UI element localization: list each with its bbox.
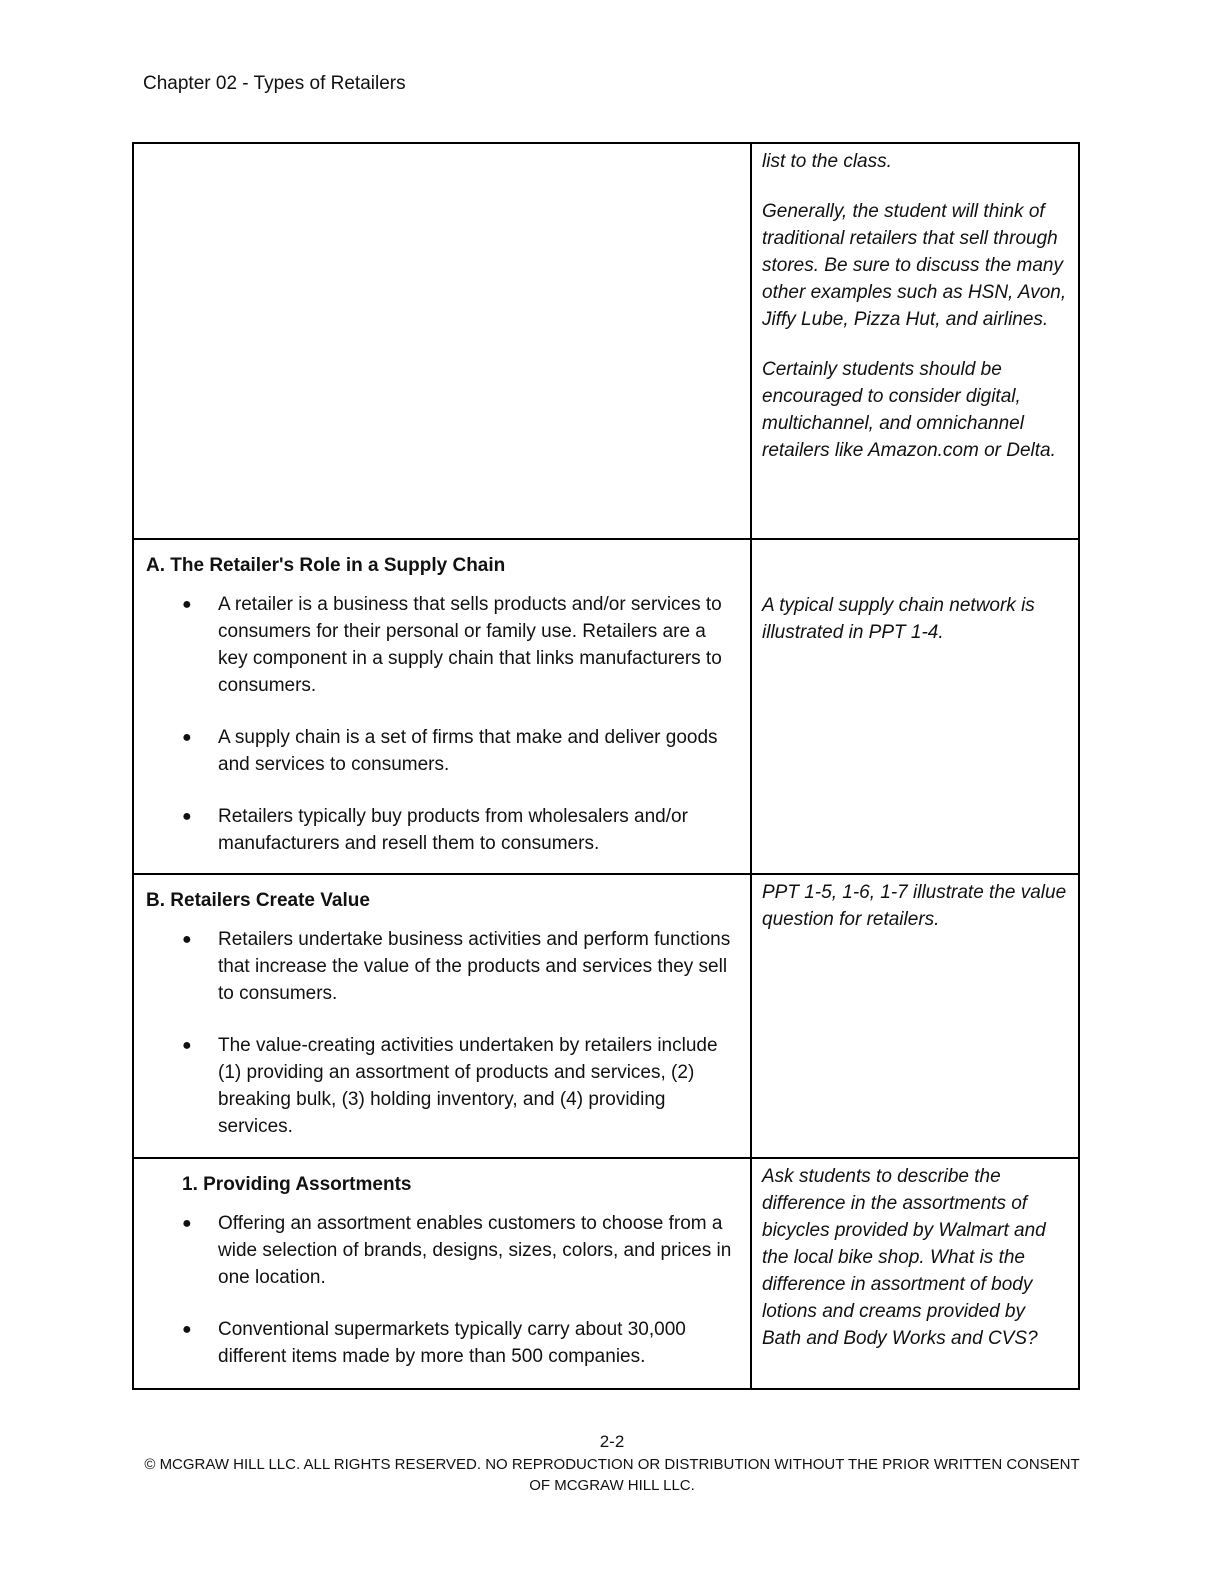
table-row <box>134 144 1078 540</box>
copyright-notice: © MCGRAW HILL LLC. ALL RIGHTS RESERVED. NO REPRODUCTION OR DISTRIBUTION WITHOUT THE PRIOR WRITTEN CONSENT <box>144 1456 1080 1473</box>
list-item-text: Offering an assortment enables customers to choose from a wide selection of brands, designs, sizes, colors, and prices in one location. <box>218 1213 732 1288</box>
notes-cell <box>752 144 1078 538</box>
list-item-text: Retailers typically buy products from wholesalers and/or manufacturers and resell them to consumers. <box>218 806 688 854</box>
lecture-notes-table <box>132 142 1080 1390</box>
outline-cell <box>134 144 752 538</box>
note-paragraph: PPT 1-5, 1-6, 1-7 illustrate the value question for retailers. <box>762 882 1067 930</box>
notes-cell <box>752 1159 1078 1388</box>
outline-cell <box>134 540 752 873</box>
note-paragraph: list to the class. <box>762 151 892 172</box>
list-item <box>146 803 738 857</box>
list-item <box>146 724 738 778</box>
bullet-icon: ● <box>182 1321 192 1338</box>
bullet-icon: ● <box>182 1037 192 1054</box>
section-heading: A. The Retailer's Role in a Supply Chain <box>146 555 506 576</box>
list-item <box>146 1032 738 1140</box>
note-paragraph: Ask students to describe the difference in the assortments of bicycles provided by Walmart and the local bike shop. What is the difference in assortment of body lotions and creams provided by Bath and Body Works and CVS? <box>762 1166 1046 1349</box>
bullet-icon: ● <box>182 729 192 746</box>
note-paragraph: Certainly students should be encouraged to consider digital, multichannel, and omnichannel retailers like Amazon.com or Delta. <box>762 359 1056 461</box>
list-item-text: Retailers undertake business activities and perform functions that increase the value of the products and services they sell to consumers. <box>218 929 731 1004</box>
list-item <box>146 1210 738 1291</box>
list-item <box>146 591 738 699</box>
list-item-text: A supply chain is a set of firms that make and deliver goods and services to consumers. <box>218 727 718 775</box>
bullet-icon: ● <box>182 596 192 613</box>
bullet-list <box>146 591 738 857</box>
list-item-text: The value-creating activities undertaken by retailers include (1) providing an assortment of products and services, (2) breaking bulk, (3) holding inventory, and (4) providing services. <box>218 1035 718 1137</box>
section-heading: B. Retailers Create Value <box>146 890 370 911</box>
list-item-text: Conventional supermarkets typically carry about 30,000 different items made by more than 500 companies. <box>218 1319 686 1367</box>
note-paragraph: Generally, the student will think of traditional retailers that sell through stores. Be sure to discuss the many other examples such as HSN, Avon, Jiffy Lube, Pizza Hut, and airlines. <box>762 201 1067 330</box>
outline-cell <box>134 1159 752 1388</box>
notes-cell <box>752 875 1078 1157</box>
chapter-header: Chapter 02 - Types of Retailers <box>143 73 406 94</box>
table-row <box>134 875 1078 1159</box>
notes-cell <box>752 540 1078 873</box>
note-paragraph: A typical supply chain network is illustrated in PPT 1-4. <box>762 595 1035 643</box>
list-item-text: A retailer is a business that sells products and/or services to consumers for their personal or family use. Retailers are a key component in a supply chain that links manufacturers to consumers. <box>218 594 722 696</box>
bullet-list <box>146 926 738 1140</box>
list-item <box>146 926 738 1007</box>
table-row <box>134 540 1078 875</box>
table-row <box>134 1159 1078 1388</box>
page-number: 2-2 <box>599 1432 625 1451</box>
bullet-icon: ● <box>182 1215 192 1232</box>
list-item <box>146 1316 738 1370</box>
outline-cell <box>134 875 752 1157</box>
bullet-list <box>146 1210 738 1370</box>
copyright-notice-continued: OF MCGRAW HILL LLC. <box>529 1477 695 1494</box>
bullet-icon: ● <box>182 808 192 825</box>
subsection-heading: 1. Providing Assortments <box>182 1174 412 1195</box>
bullet-icon: ● <box>182 931 192 948</box>
